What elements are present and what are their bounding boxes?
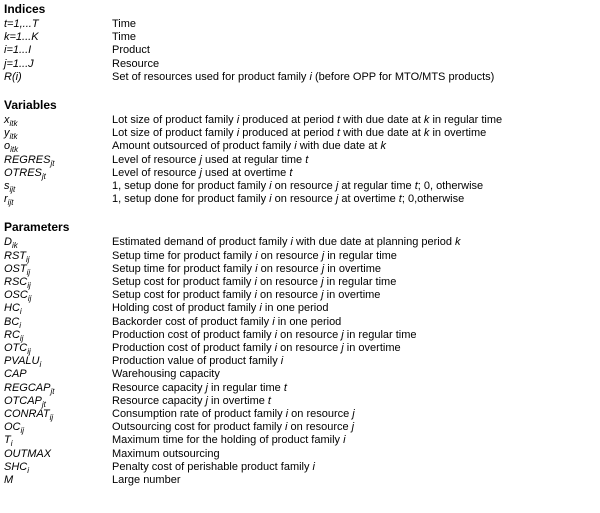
symbol-base: x <box>4 114 10 127</box>
symbol-base: CONRAT <box>4 408 50 421</box>
description: Setup cost for product family i on resource j in overtime <box>112 289 381 302</box>
symbol-subscript: ij <box>49 413 54 423</box>
symbol-base: OST <box>4 262 27 275</box>
notation-row <box>4 289 600 302</box>
symbol <box>4 355 112 368</box>
symbol-subscript: jt <box>41 400 46 410</box>
symbol <box>4 302 112 315</box>
description: Lot size of product family i produced at period t with due date at k in regular time <box>112 114 503 127</box>
symbol-base: j=1...J <box>4 57 34 70</box>
symbol <box>4 421 112 434</box>
symbol-base: BC <box>4 315 20 328</box>
symbol <box>4 18 112 31</box>
notation-row <box>4 342 600 355</box>
symbol <box>4 461 112 474</box>
notation-row <box>4 316 600 329</box>
description: Penalty cost of perishable product family i <box>112 460 315 473</box>
symbol <box>4 114 112 127</box>
symbol <box>4 474 112 487</box>
description: 1, setup done for product family i on resource j at overtime t; 0,otherwise <box>112 193 465 206</box>
symbol-base: T <box>4 434 11 447</box>
description: Estimated demand of product family i with due date at planning period k <box>112 236 461 249</box>
symbol-subscript: i <box>19 307 22 317</box>
symbol <box>4 276 112 289</box>
symbol <box>4 140 112 153</box>
symbol-base: REGCAP <box>4 381 51 394</box>
description: Resource <box>112 57 160 70</box>
symbol <box>4 71 112 84</box>
symbol <box>4 236 112 249</box>
description: Maximum outsourcing <box>112 447 220 460</box>
description: Product <box>112 44 150 57</box>
symbol <box>4 434 112 447</box>
description: Consumption rate of product family i on resource j <box>112 408 355 421</box>
symbol-base: OTC <box>4 342 28 355</box>
symbol-subscript: jt <box>50 386 55 396</box>
symbol-subscript: ij <box>20 426 25 436</box>
description: Setup time for product family i on resource j in regular time <box>112 249 397 262</box>
symbol-base: y <box>4 127 10 140</box>
symbol-subscript: i <box>39 360 42 370</box>
notation-row <box>4 114 600 127</box>
notation-row <box>4 382 600 395</box>
symbol <box>4 408 112 421</box>
notation-row <box>4 140 600 153</box>
description: Setup cost for product family i on resource j in regular time <box>112 276 397 289</box>
notation-row <box>4 44 600 57</box>
symbol-base: PVALU <box>4 355 40 368</box>
notation-row <box>4 167 600 180</box>
description: Resource capacity j in regular time t <box>112 381 287 394</box>
notation-row <box>4 421 600 434</box>
notation-row <box>4 31 600 44</box>
description: Set of resources used for product family i (before OPP for MTO/MTS products) <box>112 70 495 83</box>
symbol-base: HC <box>4 302 20 315</box>
symbol-subscript: ijt <box>9 185 16 195</box>
description: Level of resource j used at overtime t <box>112 166 293 179</box>
description: Backorder cost of product family i in one period <box>112 315 342 328</box>
notation-row <box>4 461 600 474</box>
symbol-base: SHC <box>4 460 28 473</box>
symbol <box>4 368 112 381</box>
description: Level of resource j used at regular time t <box>112 153 309 166</box>
symbol-base: D <box>4 236 12 249</box>
symbol-base: RSC <box>4 276 28 289</box>
description: Resource capacity j in overtime t <box>112 394 271 407</box>
symbol <box>4 395 112 408</box>
symbol <box>4 127 112 140</box>
notation-row <box>4 263 600 276</box>
symbol <box>4 154 112 167</box>
symbol <box>4 329 112 342</box>
symbol-base: k=1...K <box>4 31 39 44</box>
notation-row <box>4 180 600 193</box>
symbol <box>4 167 112 180</box>
symbol-base: REGRES <box>4 153 51 166</box>
notation-row <box>4 127 600 140</box>
notation-row <box>4 276 600 289</box>
description: Production cost of product family i on resource j in overtime <box>112 342 401 355</box>
section-heading: Variables <box>4 98 57 113</box>
symbol-subscript: ijt <box>7 198 14 208</box>
notation-row <box>4 355 600 368</box>
symbol-subscript: i <box>27 466 30 476</box>
description: Production cost of product family i on resource j in regular time <box>112 328 417 341</box>
notation-row <box>4 250 600 263</box>
symbol-subscript: ik <box>11 241 18 251</box>
notation-row <box>4 434 600 447</box>
symbol <box>4 44 112 57</box>
description: Large number <box>112 474 181 487</box>
symbol-subscript: ij <box>26 254 30 264</box>
symbol-subscript: jt <box>50 158 55 168</box>
description: Amount outsourced of product family i with due date at k <box>112 140 386 153</box>
description: Maximum time for the holding of product family i <box>112 434 346 447</box>
notation-row <box>4 302 600 315</box>
symbol-base: OSC <box>4 289 28 302</box>
symbol-base: r <box>4 193 8 206</box>
symbol <box>4 58 112 71</box>
notation-row <box>4 236 600 249</box>
symbol-subscript: ij <box>19 334 24 344</box>
symbol-base: CAP <box>4 368 27 381</box>
symbol-base: OC <box>4 421 21 434</box>
notation-row <box>4 448 600 461</box>
section-indices <box>4 2 600 84</box>
notation-row <box>4 474 600 487</box>
description: Holding cost of product family i in one period <box>112 302 329 315</box>
symbol <box>4 250 112 263</box>
symbol-subscript: ij <box>27 281 31 291</box>
description: Production value of product family i <box>112 355 284 368</box>
symbol <box>4 180 112 193</box>
symbol-subscript: itk <box>10 145 19 155</box>
description: Time <box>112 18 137 30</box>
notation-row <box>4 329 600 342</box>
section-heading: Parameters <box>4 220 70 235</box>
notation-row <box>4 408 600 421</box>
symbol-base: R(i) <box>4 70 22 83</box>
symbol-subscript: itk <box>9 119 18 129</box>
symbol <box>4 342 112 355</box>
symbol <box>4 263 112 276</box>
symbol-base: i=1...I <box>4 44 32 57</box>
symbol-base: M <box>4 474 14 487</box>
symbol-base: OTRES <box>4 166 42 179</box>
description: Outsourcing cost for product family i on resource j <box>112 421 355 434</box>
notation-row <box>4 58 600 71</box>
symbol <box>4 289 112 302</box>
symbol-base: s <box>4 180 10 193</box>
symbol-subscript: ij <box>27 347 31 357</box>
section-heading: Indices <box>4 2 46 16</box>
symbol <box>4 31 112 44</box>
description: Warehousing capacity <box>112 368 220 381</box>
notation-row <box>4 154 600 167</box>
symbol <box>4 448 112 461</box>
symbol <box>4 316 112 329</box>
notation-row <box>4 368 600 381</box>
symbol-subscript: i <box>19 320 22 330</box>
description: 1, setup done for product family i on resource j at regular time t; 0, otherwise <box>112 180 484 193</box>
symbol-subscript: jt <box>41 172 46 182</box>
notation-row <box>4 193 600 206</box>
description: Time <box>112 31 137 44</box>
symbol-subscript: ij <box>27 294 32 304</box>
symbol-base: OUTMAX <box>4 447 52 460</box>
symbol <box>4 382 112 395</box>
symbol-subscript: i <box>10 439 13 449</box>
symbol-base: t=1,...T <box>4 18 39 30</box>
notation-row <box>4 18 600 31</box>
symbol-subscript: ij <box>26 268 31 278</box>
symbol <box>4 193 112 206</box>
symbol-subscript: itk <box>9 132 18 142</box>
section-parameters <box>4 220 600 487</box>
notation-row <box>4 395 600 408</box>
section-variables <box>4 98 600 206</box>
symbol-base: RC <box>4 328 20 341</box>
description: Lot size of product family i produced at period t with due date at k in overtime <box>112 127 487 140</box>
symbol-base: RST <box>4 249 26 262</box>
symbol-base: o <box>4 140 11 153</box>
description: Setup time for product family i on resource j in overtime <box>112 262 382 275</box>
symbol-base: OTCAP <box>4 394 42 407</box>
notation-row <box>4 71 600 84</box>
